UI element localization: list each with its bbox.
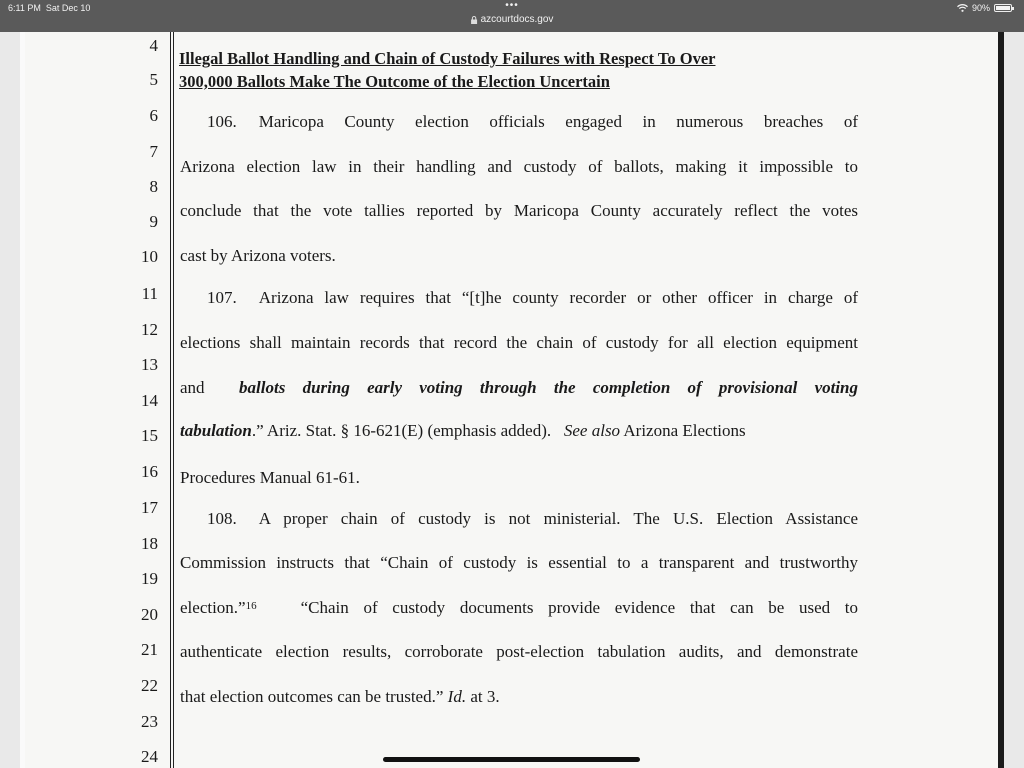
url-text: azcourtdocs.gov bbox=[480, 14, 554, 25]
paragraph-number: 107. bbox=[207, 288, 237, 307]
emphasis-text: tabulation bbox=[180, 421, 252, 440]
line-number: 19 bbox=[141, 569, 158, 588]
battery-icon bbox=[994, 4, 1012, 12]
para-106-line: Arizona election law in their handling and custody of ballots, making it impossible to bbox=[180, 157, 858, 176]
para-108-line: election.”$^{16}$ “Chain of custody documents provide evidence that can be used to bbox=[180, 598, 859, 617]
line-number: 18 bbox=[141, 534, 158, 553]
para-106-line: conclude that the vote tallies reported by Maricopa County accurately reflect the votes bbox=[180, 201, 858, 220]
emphasis-text: ballots during early voting through the completion of provisional voting bbox=[239, 378, 859, 397]
line-number: 14 bbox=[141, 391, 158, 410]
line-number: 22 bbox=[141, 676, 158, 695]
line-number: 11 bbox=[141, 284, 158, 303]
para-107-line: tabulation.” Ariz. Stat. § 16-621(E) (emphasis added). See also Arizona Elections bbox=[180, 421, 746, 440]
document-page bbox=[20, 32, 1004, 768]
footnote-ref[interactable]: 16 bbox=[245, 600, 257, 612]
para-108-line: Commission instructs that “Chain of custody is essential to a transparent and trustworthy bbox=[180, 553, 858, 572]
page-edge-right bbox=[998, 32, 1004, 768]
status-bar bbox=[0, 0, 1024, 32]
page-edge-left bbox=[20, 32, 25, 768]
section-heading-line1: Illegal Ballot Handling and Chain of Custody Failures with Respect To Over bbox=[179, 49, 716, 68]
lock-icon bbox=[471, 16, 478, 24]
line-number: 6 bbox=[149, 106, 158, 125]
para-107-line: elections shall maintain records that record the chain of custody for all election equipment bbox=[180, 333, 858, 352]
line-number: 24 bbox=[141, 747, 158, 766]
line-number: 13 bbox=[141, 355, 158, 374]
line-number: 20 bbox=[141, 605, 158, 624]
tab-dots-icon[interactable]: ••• bbox=[505, 0, 519, 11]
para-108-line: 108. A proper chain of custody is not ministerial. The U.S. Election Assistance bbox=[207, 509, 858, 528]
margin-rule-inner bbox=[173, 32, 174, 768]
para-108-line: that election outcomes can be trusted.” Id. at 3. bbox=[180, 687, 500, 706]
line-number: 7 bbox=[149, 142, 158, 161]
section-heading-line2: 300,000 Ballots Make The Outcome of the Election Uncertain bbox=[179, 72, 610, 91]
para-106-line: 106. Maricopa County election officials engaged in numerous breaches of bbox=[207, 112, 858, 131]
line-number: 17 bbox=[141, 498, 158, 517]
status-right bbox=[957, 3, 1012, 13]
status-time: 6:11 PM Sat Dec 10 bbox=[8, 3, 91, 13]
margin-rule bbox=[170, 32, 171, 768]
line-number: 10 bbox=[141, 247, 158, 266]
paragraph-number: 106. bbox=[207, 112, 237, 131]
line-number: 16 bbox=[141, 462, 158, 481]
para-106-line: cast by Arizona voters. bbox=[180, 246, 336, 265]
line-number: 21 bbox=[141, 640, 158, 659]
line-number: 15 bbox=[141, 426, 158, 445]
line-number: 23 bbox=[141, 712, 158, 731]
line-number: 4 bbox=[149, 36, 158, 55]
line-number: 12 bbox=[141, 320, 158, 339]
url-bar[interactable] bbox=[471, 14, 554, 25]
para-108-line: authenticate election results, corroborate post-election tabulation audits, and demonstrate bbox=[180, 642, 858, 661]
home-indicator[interactable] bbox=[383, 757, 640, 762]
battery-percent: 90% bbox=[971, 3, 990, 13]
wifi-icon bbox=[957, 4, 968, 12]
line-number: 9 bbox=[149, 212, 158, 231]
line-number: 5 bbox=[149, 70, 158, 89]
line-number: 8 bbox=[149, 177, 158, 196]
paragraph-number: 108. bbox=[207, 509, 237, 528]
para-107-line: and ballots during early voting through the completion of provisional voting bbox=[180, 378, 859, 397]
para-107-line: 107. Arizona law requires that “[t]he county recorder or other officer in charge of bbox=[207, 288, 858, 307]
para-107-line: Procedures Manual 61-61. bbox=[180, 468, 360, 487]
